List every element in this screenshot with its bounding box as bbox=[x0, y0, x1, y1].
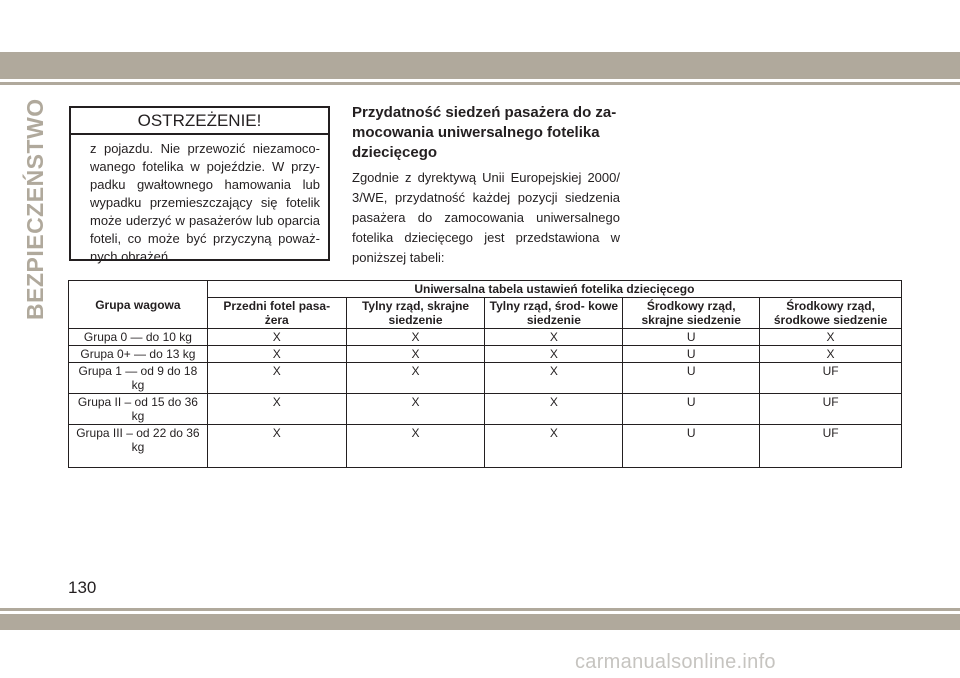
table-cell: X bbox=[207, 394, 346, 425]
table-cell: X bbox=[485, 425, 623, 468]
table-cell: X bbox=[485, 394, 623, 425]
table-cell: X bbox=[346, 363, 485, 394]
table-cell: X bbox=[760, 346, 902, 363]
table-cell: X bbox=[346, 425, 485, 468]
table-cell: X bbox=[485, 346, 623, 363]
table-cell: UF bbox=[760, 425, 902, 468]
table-row bbox=[69, 346, 902, 363]
row-group-label: Grupa II – od 15 do 36 kg bbox=[69, 394, 208, 425]
chapter-side-title: BEZPIECZEŃSTWO bbox=[22, 98, 48, 320]
table-cell: UF bbox=[760, 394, 902, 425]
section-heading: Przydatność siedzeń pasażera do za- mocowania uniwersalnego fotelika dziecięcego bbox=[352, 104, 617, 161]
column-header: Tylny rząd, skrajne siedzenie bbox=[346, 298, 485, 329]
table-cell: UF bbox=[760, 363, 902, 394]
row-group-label: Grupa 0+ — do 13 kg bbox=[69, 346, 208, 363]
row-group-label: Grupa 0 — do 10 kg bbox=[69, 329, 208, 346]
warning-box bbox=[69, 106, 330, 264]
table-cell: U bbox=[623, 425, 760, 468]
group-header: Grupa wagowa bbox=[69, 281, 208, 329]
warning-title: OSTRZEŻENIE! bbox=[71, 108, 328, 135]
table-cell: X bbox=[207, 425, 346, 468]
table-row bbox=[69, 425, 902, 468]
table-cell: X bbox=[346, 394, 485, 425]
table-cell: U bbox=[623, 329, 760, 346]
section-body: Zgodnie z dyrektywą Unii Europejskiej 2000/ 3/WE, przydatność każdej pozycji siedzenia pasażera do zamocowania uniwersalnego fotelika dziecięcego jest przedstawiona w poniższej tabeli: bbox=[352, 170, 620, 265]
warning-text: z pojazdu. Nie przewozić niezamoco- wanego fotelika w pojeździe. W przy- padku gwałtownego hamowania lub wypadku przemieszczający się fotelik może uderzyć w pasażerów lub oparcia foteli, co może być przyczyną poważ- nych obrażeń. bbox=[90, 141, 320, 264]
bottom-footer-band bbox=[0, 614, 960, 630]
table-cell: X bbox=[760, 329, 902, 346]
table-cell: X bbox=[485, 329, 623, 346]
watermark-text: carmanualsonline.info bbox=[575, 651, 776, 673]
row-group-label: Grupa III – od 22 do 36 kg bbox=[69, 425, 208, 468]
column-header: Przedni fotel pasa- żera bbox=[207, 298, 346, 329]
column-header: Środkowy rząd, skrajne siedzenie bbox=[623, 298, 760, 329]
bottom-footer-rule bbox=[0, 608, 960, 611]
span-header: Uniwersalna tabela ustawień fotelika dziecięcego bbox=[207, 281, 901, 298]
table-row bbox=[69, 363, 902, 394]
row-group-label: Grupa 1 — od 9 do 18 kg bbox=[69, 363, 208, 394]
page-number: 130 bbox=[68, 578, 97, 597]
table-cell: U bbox=[623, 363, 760, 394]
table-cell: U bbox=[623, 394, 760, 425]
table-cell: X bbox=[346, 329, 485, 346]
table-cell: X bbox=[207, 346, 346, 363]
table-cell: X bbox=[485, 363, 623, 394]
table-cell: X bbox=[207, 329, 346, 346]
column-header: Środkowy rząd, środkowe siedzenie bbox=[760, 298, 902, 329]
table-row bbox=[69, 394, 902, 425]
table-cell: U bbox=[623, 346, 760, 363]
top-header-band bbox=[0, 52, 960, 79]
table-row bbox=[69, 329, 902, 346]
top-header-rule bbox=[0, 82, 960, 85]
table-cell: X bbox=[207, 363, 346, 394]
child-seat-suitability-table bbox=[68, 280, 902, 468]
table-cell: X bbox=[346, 346, 485, 363]
column-header: Tylny rząd, środ- kowe siedzenie bbox=[485, 298, 623, 329]
